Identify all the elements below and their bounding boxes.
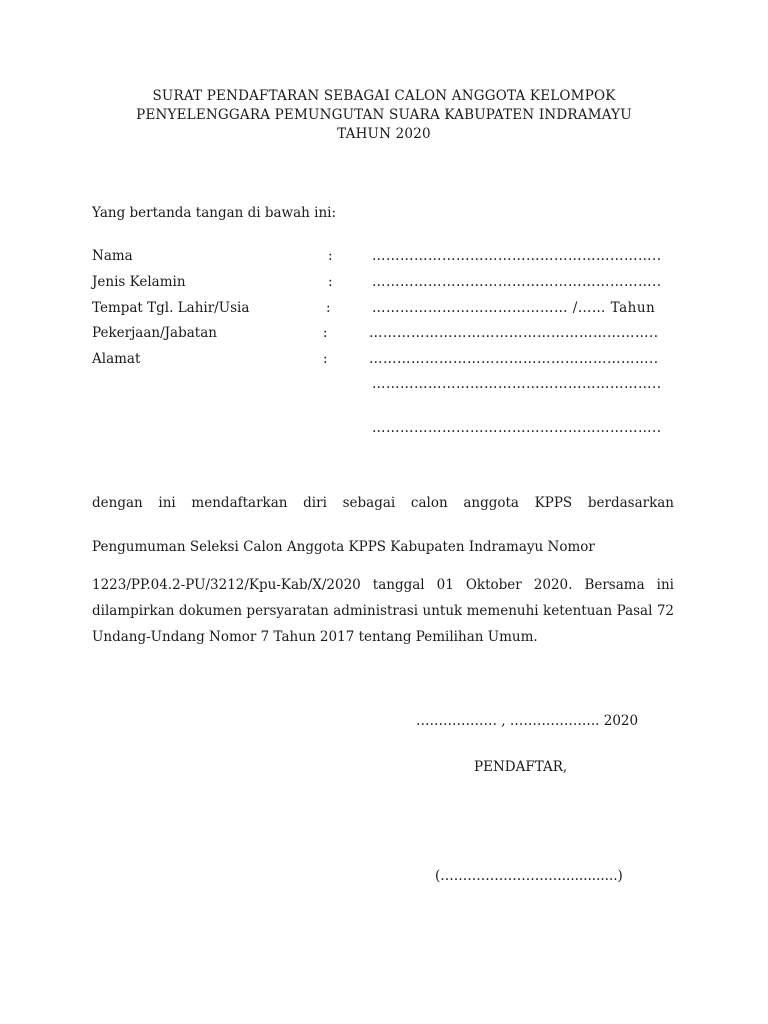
body-paragraph-1: dengan ini mendaftarkan diri sebagai calon anggota KPPS berdasarkan [92,495,674,511]
place-date-line: ……………… , ……………….. 2020 [416,713,639,729]
body-paragraph-2: Pengumuman Seleksi Calon Anggota KPPS Kabupaten Indramayu Nomor [92,539,595,555]
field-fill-alamat-line-3: …………………………………………………….. [372,420,662,436]
body-paragraph-3: 1223/PP.04.2-PU/3212/Kpu-Kab/X/2020 tanggal 01 Oktober 2020. Bersama ini dilampirkan dokumen persyaratan administrasi untuk memenuhi ketentuan Pasal 72 Undang-Undang Nomor 7 Tahun 2017 tentang Pemilihan Umum. [92,577,674,645]
field-label-jenis-kelamin: Jenis Kelamin [92,274,186,290]
field-label-alamat: Alamat [92,351,141,367]
title-line-2: PENYELENGGARA PEMUNGUTAN SUARA KABUPATEN INDRAMAYU [136,107,632,123]
document-title [92,87,676,144]
field-fill-nama: …………………………………………………….. [372,248,662,264]
field-label-nama: Nama [92,248,133,264]
field-colon-jenis-kelamin: : [328,274,333,290]
field-label-tempat-tgl-lahir: Tempat Tgl. Lahir/Usia [92,300,250,316]
title-line-1: SURAT PENDAFTARAN SEBAGAI CALON ANGGOTA KELOMPOK [152,88,616,104]
field-colon-alamat: : [323,351,328,367]
field-colon-nama: : [328,248,333,264]
field-colon-tempat-tgl-lahir: : [326,300,331,316]
signature-name-line: (……………………….............) [435,868,623,884]
field-fill-alamat-line-2: …………………………………………………….. [372,376,662,392]
intro-text: Yang bertanda tangan di bawah ini: [92,205,337,221]
title-line-3: TAHUN 2020 [337,126,431,142]
signer-label: PENDAFTAR, [474,759,568,775]
field-label-pekerjaan: Pekerjaan/Jabatan [92,325,217,341]
field-fill-pekerjaan: …………………………………………………….. [369,325,659,341]
field-colon-pekerjaan: : [323,325,328,341]
field-fill-alamat: …………………………………………………….. [369,351,659,367]
field-fill-jenis-kelamin: …………………………………………………….. [372,274,662,290]
field-fill-tempat-tgl-lahir: …………………………………… /…… Tahun [372,300,656,316]
